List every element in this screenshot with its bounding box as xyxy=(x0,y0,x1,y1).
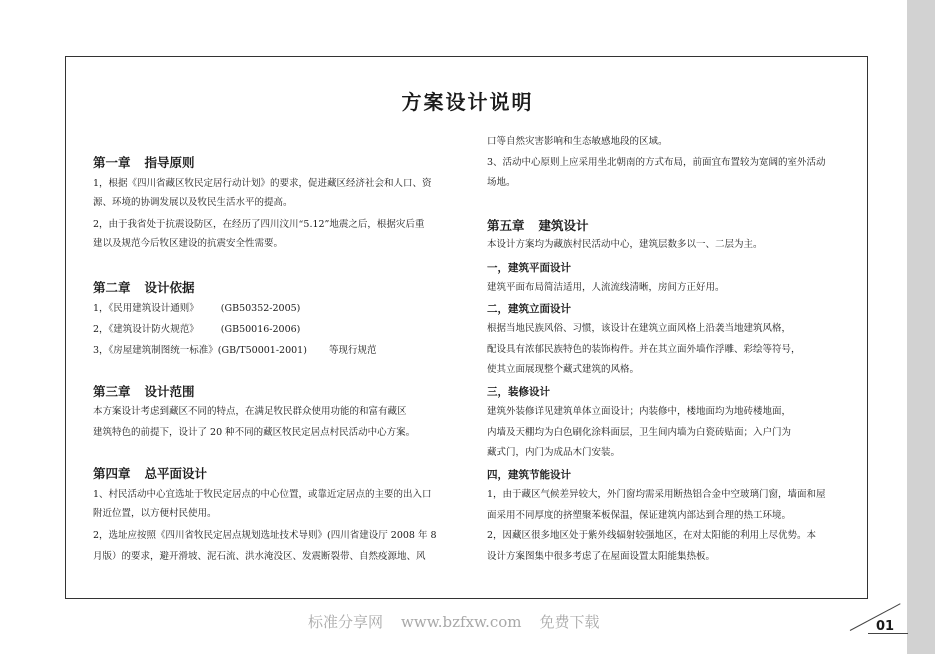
paragraph-line: 面采用不同厚度的挤塑聚苯板保温，保证建筑内部达到合理的热工环境。 xyxy=(487,510,792,521)
paragraph-line: 建筑外装修详见建筑单体立面设计；内装修中，楼地面均为地砖楼地面， xyxy=(487,406,792,417)
paragraph-line: 内墙及天棚均为白色刷化涂料面层，卫生间内墙为白瓷砖贴面；入户门为 xyxy=(487,427,792,438)
chapter-4-heading xyxy=(93,464,207,482)
chapter-number: 第二章 xyxy=(93,280,131,295)
standard-item xyxy=(93,303,300,315)
paragraph-line: 口等自然灾害影响和生态敏感地段的区域。 xyxy=(487,136,668,147)
standard-name: 2，《建筑设计防火规范》 xyxy=(93,324,199,335)
chapter-1-heading xyxy=(93,153,195,171)
chapter-title: 总平面设计 xyxy=(144,466,208,481)
page-title: 方案设计说明 xyxy=(401,90,534,114)
chapter-title: 设计依据 xyxy=(144,280,195,295)
paragraph-line: 使其立面展现整个藏式建筑的风格。 xyxy=(487,364,640,375)
paragraph-line: 1，根据《四川省藏区牧民定居行动计划》的要求，促进藏区经济社会和人口、资 xyxy=(93,178,432,189)
section-heading: 四，建筑节能设计 xyxy=(487,469,571,481)
page-number: 01 xyxy=(876,619,895,634)
chapter-number: 第四章 xyxy=(93,466,131,481)
standard-item xyxy=(93,345,376,357)
chapter-title: 指导原则 xyxy=(144,155,195,170)
chapter-title: 设计范围 xyxy=(144,384,195,399)
chapter-2-heading xyxy=(93,278,195,296)
chapter-title: 建筑设计 xyxy=(538,218,589,233)
chapter-number: 第三章 xyxy=(93,384,131,399)
standard-code: (GB50016-2006) xyxy=(220,324,301,335)
paragraph-line: 建以及规范今后牧区建设的抗震安全性需要。 xyxy=(93,238,284,249)
paragraph-line: 建筑特色的前提下，设计了 20 种不同的藏区牧民定居点村民活动中心方案。 xyxy=(93,427,416,438)
standard-code: (GB50352-2005) xyxy=(220,303,301,314)
chapter-5-heading xyxy=(487,216,589,234)
paragraph-line: 2，由于我省处于抗震设防区，在经历了四川汶川“5.12”地震之后，根据灾后重 xyxy=(93,219,425,230)
section-heading: 二，建筑立面设计 xyxy=(487,303,571,315)
watermark-free-download: 免费下载 xyxy=(539,613,600,631)
paragraph-line: 源、环境的协调发展以及牧民生活水平的提高。 xyxy=(93,197,293,208)
paragraph-line: 月版）的要求，避开滑坡、泥石流、洪水淹没区、发震断裂带、自然疫源地、风 xyxy=(93,551,426,562)
chapter-number: 第一章 xyxy=(93,155,131,170)
standard-name: 3，《房屋建筑制图统一标准》(GB/T50001-2001) xyxy=(93,345,307,356)
paragraph-line: 1，由于藏区气候差异较大，外门窗均需采用断热铝合金中空玻璃门窗，墙面和屋 xyxy=(487,489,826,500)
chapter-intro: 本设计方案均为藏族村民活动中心，建筑层数多以一、二层为主。 xyxy=(487,239,763,250)
paragraph-line: 设计方案图集中很多考虑了在屋面设置太阳能集热板。 xyxy=(487,551,716,562)
paragraph-line: 2，因藏区很多地区处于紫外线辐射较强地区，在对太阳能的利用上尽优势。本 xyxy=(487,530,817,541)
paragraph-line: 场地。 xyxy=(487,177,516,188)
standard-item xyxy=(93,324,300,336)
paragraph-line: 2，选址应按照《四川省牧民定居点规划选址技术导则》(四川省建设厅 2008 年 8 xyxy=(93,530,437,541)
section-heading: 三，装修设计 xyxy=(487,386,550,398)
paragraph-line: 本方案设计考虑到藏区不同的特点，在满足牧民群众使用功能的和富有藏区 xyxy=(93,406,407,417)
watermark-url: www.bzfxw.com xyxy=(401,613,522,631)
paragraph-line: 配设具有浓郁民族特色的装饰构件。并在其立面外墙作浮雕、彩绘等符号， xyxy=(487,344,801,355)
paragraph-line: 建筑平面布局简洁适用，人流流线清晰，房间方正好用。 xyxy=(487,282,725,293)
watermark-site-name: 标准分享网 xyxy=(308,613,384,631)
paragraph-line: 藏式门，内门为成品木门安装。 xyxy=(487,447,621,458)
section-heading: 一，建筑平面设计 xyxy=(487,262,571,274)
standard-name: 1，《民用建筑设计通则》 xyxy=(93,303,199,314)
standard-extra: 等现行规范 xyxy=(328,345,377,356)
paragraph-line: 3、活动中心原则上应采用坐北朝南的方式布局，前面宜布置较为宽阔的室外活动 xyxy=(487,157,826,168)
watermark xyxy=(308,611,618,632)
chapter-3-heading xyxy=(93,382,195,400)
paragraph-line: 1、村民活动中心宜选址于牧民定居点的中心位置，或靠近定居点的主要的出入口 xyxy=(93,489,432,500)
paragraph-line: 附近位置，以方便村民使用。 xyxy=(93,508,217,519)
chapter-number: 第五章 xyxy=(487,218,525,233)
paragraph-line: 根据当地民族风俗、习惯，该设计在建筑立面风格上沿袭当地建筑风格， xyxy=(487,323,792,334)
